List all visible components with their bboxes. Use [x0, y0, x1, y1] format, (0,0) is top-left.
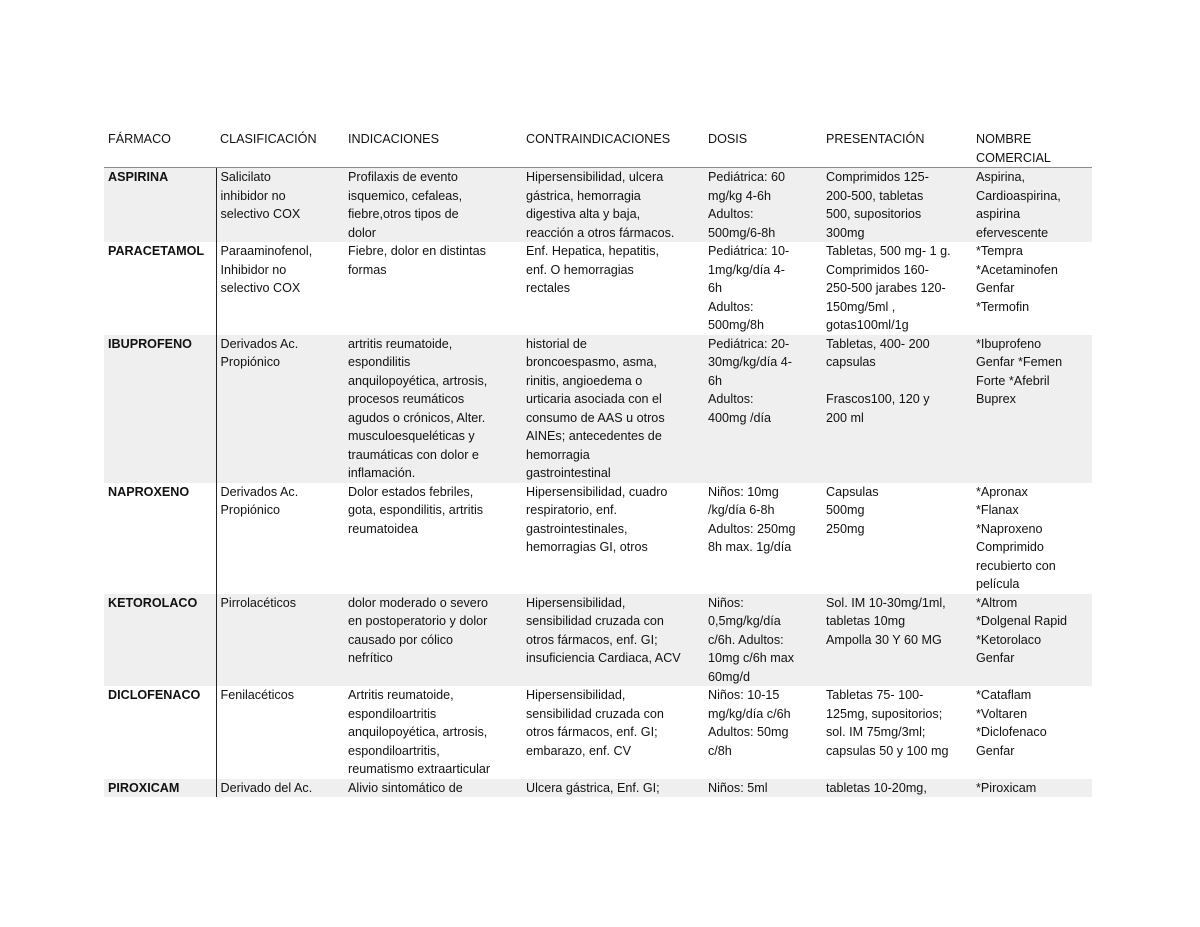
contraindications-cell: Hipersensibilidad, sensibilidad cruzada con otros fármacos, enf. GI; insuficiencia Cardiaca, ACV: [522, 594, 704, 687]
classification-cell: Derivados Ac. Propiónico: [216, 335, 344, 483]
dose-cell: Pediátrica: 10- 1mg/kg/día 4- 6h Adultos: 500mg/8h: [708, 244, 790, 332]
table-row: [104, 594, 1092, 687]
contraindications-cell: Ulcera gástrica, Enf. GI;: [522, 779, 704, 798]
table-row: [104, 242, 1092, 335]
drug-name: NAPROXENO: [104, 483, 216, 594]
drug-name: IBUPROFENO: [104, 335, 216, 483]
indications-cell: Dolor estados febriles, gota, espondilitis, artritis reumatoidea: [348, 484, 484, 536]
drug-name: KETOROLACO: [104, 594, 216, 687]
brand-name-cell: *Altrom *Dolgenal Rapid *Ketorolaco Genfar: [972, 594, 1092, 687]
presentation-cell: Tabletas, 400- 200 capsulas Frascos100, 120 y 200 ml: [822, 335, 972, 483]
classification-cell: Salicilato inhibidor no selectivo COX: [216, 168, 344, 243]
brand-name-cell: Aspirina, Cardioaspirina, aspirina efervescente: [972, 168, 1092, 243]
classification-cell: Fenilacéticos: [220, 688, 294, 702]
brand-name-cell: *Tempra *Acetaminofen Genfar *Termofin: [976, 244, 1058, 314]
dose-cell: Niños: 10-15 mg/kg/día c/6h Adultos: 50mg c/8h: [708, 688, 791, 758]
classification-cell: Derivados Ac. Propiónico: [220, 484, 299, 517]
table-header-row: [104, 128, 1092, 168]
presentation-cell: Capsulas 500mg 250mg: [826, 484, 879, 536]
drug-name: ASPIRINA: [104, 168, 216, 243]
indications-cell: Alivio sintomático de: [344, 779, 522, 798]
contraindications-cell: historial de broncoespasmo, asma, rinitis, angioedema o urticaria asociada con el consumo de AAS u otros AINEs; antecedentes de hemorragia gastrointestinal: [522, 335, 704, 483]
brand-name-cell: *Piroxicam: [972, 779, 1092, 798]
drug-name: DICLOFENACO: [104, 686, 216, 779]
table-row: [104, 335, 1092, 483]
classification-cell: Pirrolacéticos: [216, 594, 344, 687]
dose-cell: Niños: 0,5mg/kg/día c/6h. Adultos: 10mg c/6h max 60mg/d: [704, 594, 822, 687]
dose-cell: Niños: 10mg /kg/día 6-8h Adultos: 250mg 8h max. 1g/día: [708, 484, 796, 554]
presentation-cell: Tabletas 75- 100- 125mg, supositorios; sol. IM 75mg/3ml; capsulas 50 y 100 mg: [826, 688, 949, 758]
indications-cell: artritis reumatoide, espondilitis anquilopoyética, artrosis, procesos reumáticos agudos o crónicos, Alter. musculoesqueléticas y traumáticas con dolor e inflamación.: [344, 335, 522, 483]
classification-cell: Paraaminofenol, Inhibidor no selectivo COX: [220, 244, 313, 295]
dose-cell: Pediátrica: 20- 30mg/kg/día 4- 6h Adultos: 400mg /día: [704, 335, 822, 483]
brand-name-cell: *Cataflam *Voltaren *Diclofenaco Genfar: [976, 688, 1047, 758]
presentation-cell: Tabletas, 500 mg- 1 g. Comprimidos 160- 250-500 jarabes 120- 150mg/5ml , gotas100ml/1g: [826, 244, 951, 332]
presentation-cell: tabletas 10-20mg,: [822, 779, 972, 798]
table-row: [104, 779, 1092, 798]
table-row: [104, 168, 1092, 243]
indications-cell: Fiebre, dolor en distintas formas: [348, 244, 486, 277]
contraindications-cell: Hipersensibilidad, sensibilidad cruzada con otros fármacos, enf. GI; embarazo, enf. CV: [526, 688, 664, 758]
presentation-cell: Comprimidos 125- 200-500, tabletas 500, supositorios 300mg: [822, 168, 972, 243]
indications-cell: Profilaxis de evento isquemico, cefaleas, fiebre,otros tipos de dolor: [344, 168, 522, 243]
header-nombre-comercial: NOMBRE COMERCIAL: [972, 128, 1092, 168]
header-indicaciones: INDICACIONES: [344, 128, 522, 168]
brand-name-cell: *Apronax *Flanax *Naproxeno Comprimido recubierto con película: [976, 484, 1056, 591]
contraindications-cell: Enf. Hepatica, hepatitis, enf. O hemorragias rectales: [526, 244, 660, 295]
header-dosis: DOSIS: [704, 128, 822, 168]
drug-table: [104, 128, 1092, 797]
contraindications-cell: Hipersensibilidad, cuadro respiratorio, enf. gastrointestinales, hemorragias GI, otros: [526, 484, 668, 554]
header-farmaco: FÁRMACO: [104, 128, 216, 168]
header-contraindicaciones: CONTRAINDICACIONES: [522, 128, 704, 168]
dose-cell: Pediátrica: 60 mg/kg 4-6h Adultos: 500mg/6-8h: [704, 168, 822, 243]
brand-name-cell: *Ibuprofeno Genfar *Femen Forte *Afebril Buprex: [972, 335, 1092, 483]
drug-name: PIROXICAM: [104, 779, 216, 798]
indications-cell: dolor moderado o severo en postoperatorio y dolor causado por cólico nefrítico: [344, 594, 522, 687]
indications-cell: Artritis reumatoide, espondiloartritis anquilopoyética, artrosis, espondiloartritis, reumatismo extraarticular: [348, 688, 491, 776]
table-row: [104, 686, 1092, 779]
classification-cell: Derivado del Ac.: [216, 779, 344, 798]
header-clasificacion: CLASIFICACIÓN: [216, 128, 344, 168]
dose-cell: Niños: 5ml: [704, 779, 822, 798]
header-presentacion: PRESENTACIÓN: [822, 128, 972, 168]
drug-name: PARACETAMOL: [104, 242, 216, 335]
table-row: [104, 483, 1092, 594]
presentation-cell: Sol. IM 10-30mg/1ml, tabletas 10mg Ampolla 30 Y 60 MG: [822, 594, 972, 687]
contraindications-cell: Hipersensibilidad, ulcera gástrica, hemorragia digestiva alta y baja, reacción a otros fármacos.: [522, 168, 704, 243]
